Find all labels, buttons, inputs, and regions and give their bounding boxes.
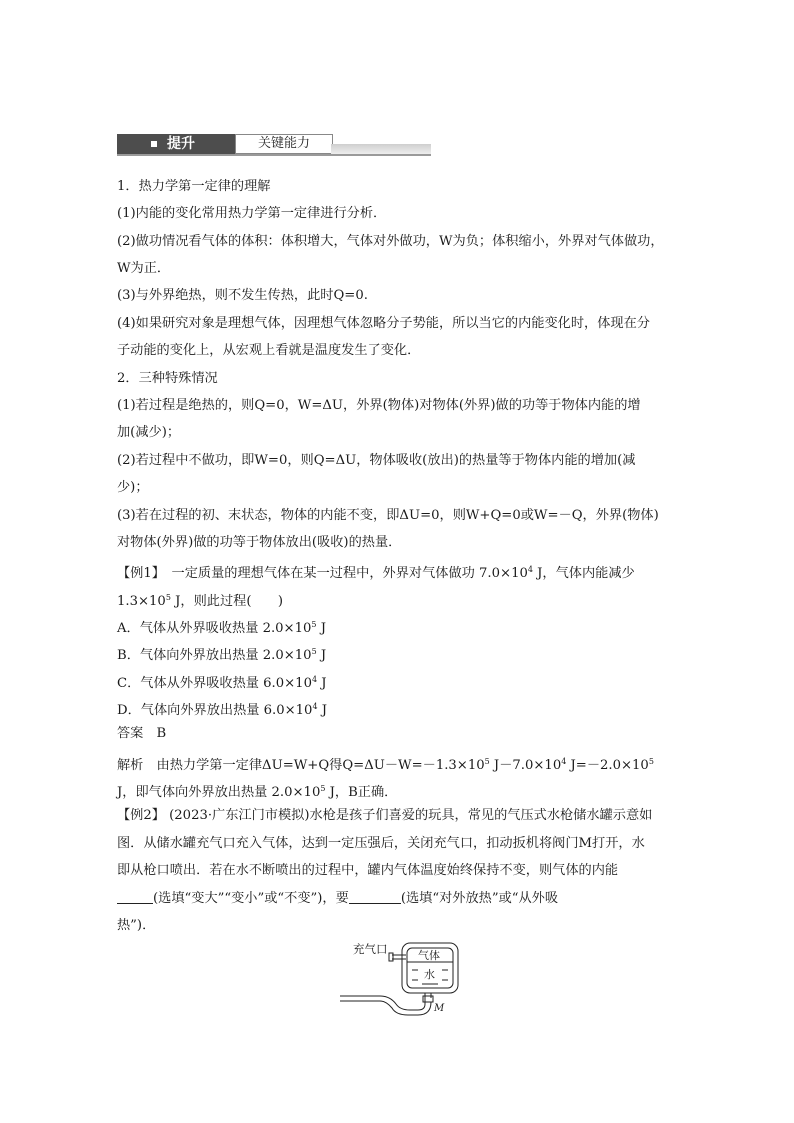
option-d: D．气体向外界放出热量 $6.0\times 10^4$ J [117, 702, 328, 718]
text-line: W为正． [117, 261, 171, 276]
text-line: (4)如果研究对象是理想气体，因理想气体忽略分子势能，所以当它的内能变化时，体现在分 [117, 316, 650, 331]
analysis-line2: J，即气体向外界放出热量 $2.0\times 10^5$ J，B正确． [117, 784, 398, 800]
valve-label: M [434, 1003, 445, 1014]
section-header [117, 134, 431, 156]
analysis-line1: 解析 由热力学第一定律ΔU=W+Q得$Q=\Delta U-W=-1.3\times 10^5$ $J-7.0\times 10^4$ $J=-2.0\times 10^5$ [117, 757, 654, 773]
text-line: (1)内能的变化常用热力学第一定律进行分析． [117, 206, 387, 221]
text-line: 2．三种特殊情况 [117, 371, 218, 386]
example1-stem-line2: $1.3\times 10^5$ J，则此过程( ) [117, 593, 283, 609]
gas-label: 气体 [418, 949, 440, 962]
example2-stem-line3: 即从枪口喷出．若在水不断喷出的过程中，罐内气体温度始终保持不变，则气体的内能 [117, 863, 619, 878]
text-line: 对物体(外界)做的功等于物体放出(吸收)的热量． [117, 535, 402, 550]
section-underline [117, 154, 431, 156]
section-tag: 提升 [117, 134, 235, 154]
option-c: C．气体从外界吸收热量 $6.0\times 10^4$ J [117, 675, 327, 691]
example2-stem-line4: (选填“变大”“变小”或“不变”)，要 (选填“对外放热”或“从外吸 [117, 889, 558, 908]
example2-stem-line2: 图．从储水罐充气口充入气体，达到一定压强后，关闭充气口，扣动扳机将阀门M打开，水 [117, 836, 645, 851]
text-line: (3)若在过程的初、末状态，物体的内能不变，即ΔU=0，则W+Q=0或W=－Q，外界(物体) [117, 508, 659, 523]
fill-blank-1[interactable] [117, 889, 153, 904]
option-b: B．气体向外界放出热量 $2.0\times 10^5$ J [117, 647, 327, 663]
example2-stem-line1: 【例2】 (2023·广东江门市模拟)水枪是孩子们喜爱的玩具，常见的气压式水枪储水罐示意如 [117, 808, 653, 823]
text-line: 1．热力学第一定律的理解 [117, 179, 271, 194]
text-line: (2)若过程中不做功，即W=0，则Q=ΔU，物体吸收(放出)的热量等于物体内能的增加(减 [117, 453, 636, 468]
text-line: (2)做功情况看气体的体积：体积增大，气体对外做功，W为负；体积缩小，外界对气体做功， [117, 234, 664, 249]
fill-blank-2[interactable] [349, 889, 401, 904]
answer: 答案 B [117, 726, 167, 741]
inlet-label: 充气口 [353, 942, 388, 956]
text-line: 子动能的变化上，从宏观上看就是温度发生了变化． [117, 343, 421, 358]
square-bullet-icon [151, 141, 157, 147]
example1-stem-line1: 【例1】 一定质量的理想气体在某一过程中，外界对气体做功 $7.0\times 10^4$ J，气体内能减少 [117, 565, 635, 581]
text-line: 加(减少)； [117, 425, 181, 440]
example2-stem-line5: 热”)． [117, 918, 156, 933]
water-label: 水 [424, 968, 435, 981]
section-name: 关键能力 [235, 134, 333, 154]
text-line: (1)若过程是绝热的，则Q=0，W=ΔU，外界(物体)对物体(外界)做的功等于物体内能的增 [117, 398, 641, 413]
text-line: 少)； [117, 480, 149, 495]
text-line: (3)与外界绝热，则不发生传热，此时Q=0. [117, 288, 368, 303]
section-decor [331, 144, 431, 154]
option-a: A．气体从外界吸收热量 $2.0\times 10^5$ J [117, 620, 326, 636]
